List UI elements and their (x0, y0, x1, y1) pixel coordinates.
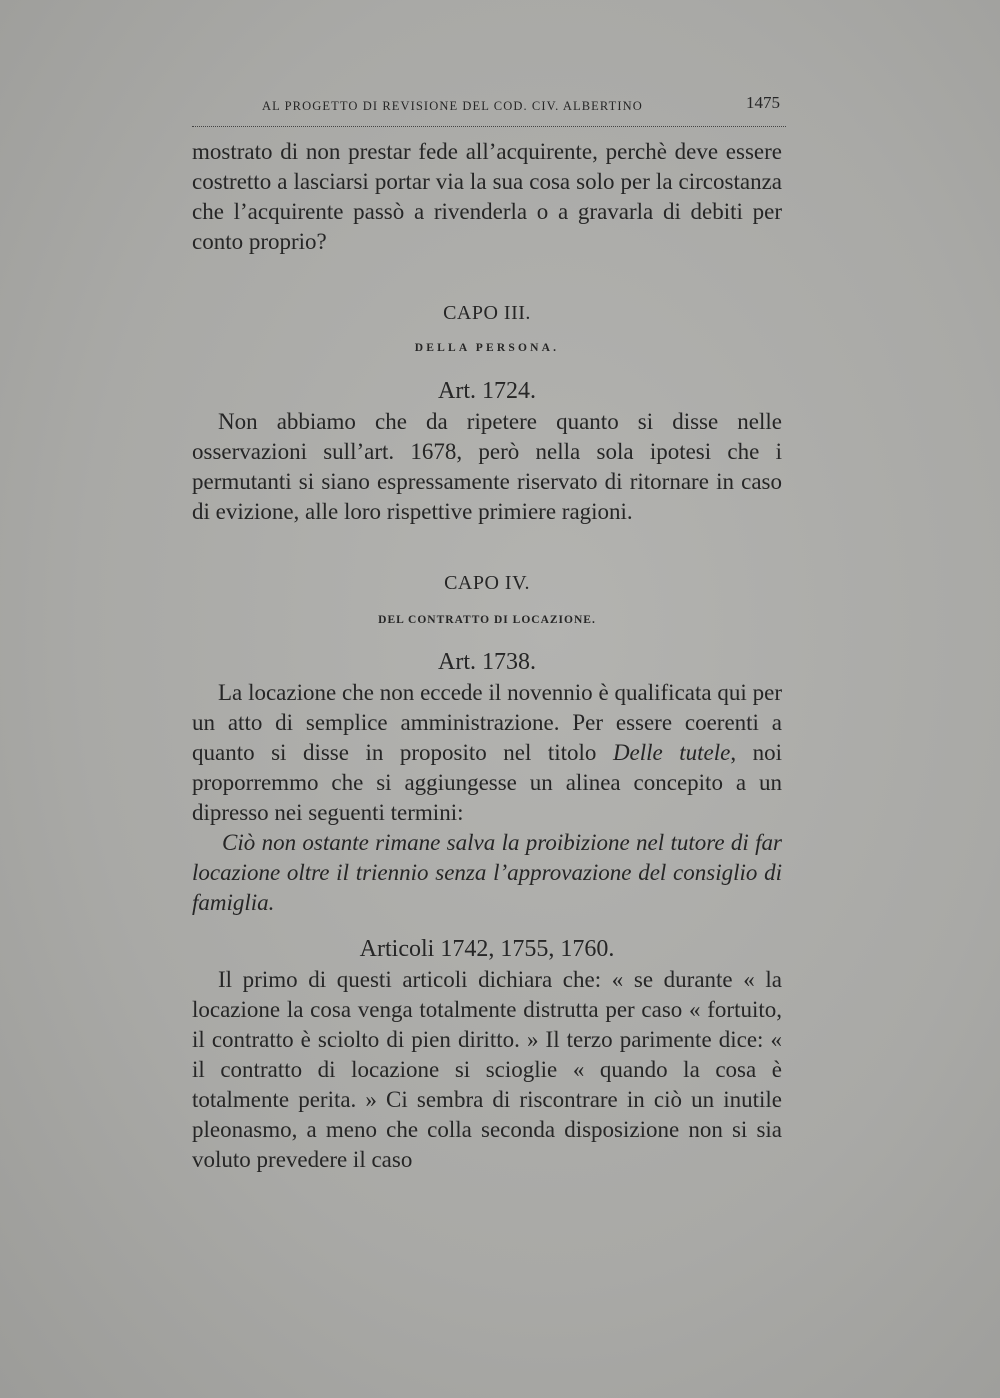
intro-paragraph: mostrato di non prestar fede all’acquirente, perchè deve essere costretto a lasciarsi portar via la sua cosa solo per la circostanza che l’acquirente passò a rivenderla o a gravarla di debiti per conto proprio? (192, 139, 782, 254)
header-rule (192, 126, 786, 127)
art-1724-title: Art. 1724. (438, 378, 536, 404)
page-header (262, 93, 786, 117)
page-body (192, 137, 782, 1175)
capo-3-heading: CAPO III. (443, 302, 531, 324)
capo-3-subtitle: DELLA PERSONA. (414, 342, 560, 354)
capo-4-subtitle: DEL CONTRATTO DI LOCAZIONE. (378, 614, 596, 626)
art-1738-title: Art. 1738. (438, 649, 536, 675)
art-1724-text: Non abbiamo che da ripetere quanto si disse nelle osservazioni sull’art. 1678, però nella sola ipotesi che i permutanti si siano espressamente riservato di ritornare in caso di evizione, alle loro rispettive primiere ragioni. (192, 409, 782, 524)
page-number: 1475 (746, 93, 780, 112)
title-reference: Delle tutele (612, 740, 731, 765)
proposed-amendment-quote: Ciò non ostante rimane salva la proibizione nel tutore di far locazione oltre il triennio senza l’approvazione del consiglio di famiglia. (192, 830, 782, 915)
art-1738-text-after: , noi proporremmo che si aggiungesse un alinea concepito a un dipresso nei seguenti termini: (192, 740, 782, 825)
articles-1742-1755-1760-title: Articoli 1742, 1755, 1760. (359, 936, 615, 962)
articles-1742-1755-1760-text: Il primo di questi articoli dichiara che: « se durante « la locazione la cosa venga totalmente distrutta per caso « fortuito, il contratto è sciolto di pien diritto. » Il terzo parimente dice: « il contratto di locazione si scioglie « quando la cosa è totalmente perita. » Ci sembra di riscontrare in ciò un inutile pleonasmo, a meno che colla seconda disposizione non si sia voluto prevedere il caso (192, 967, 782, 1172)
running-title: AL PROGETTO DI REVISIONE DEL COD. CIV. ALBERTINO (262, 99, 643, 113)
art-1738-text-before: La locazione che non eccede il novennio è qualificata qui per un atto di semplice amministrazione. Per essere coerenti a quanto si disse in proposito nel titolo (192, 680, 782, 765)
art-1738-text (192, 678, 782, 828)
capo-4-heading: CAPO IV. (444, 572, 530, 594)
